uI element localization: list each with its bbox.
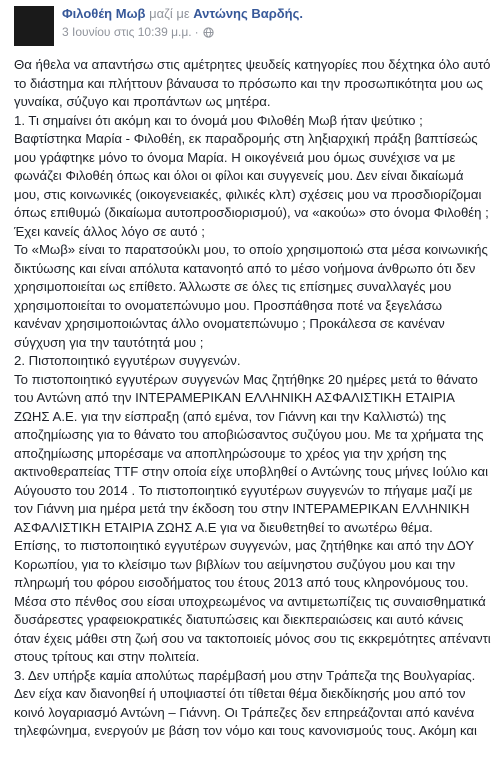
post-paragraph: Θα ήθελα να απαντήσω στις αμέτρητες ψευδείς κατηγορίες που δέχτηκα όλο αυτό το διάστημα και πλήττουν βάναυσα το πρόσωπο και την προσωπικότητα μου ως γυναίκα, σύζυγο και προπάντων ως μητέρα. [14, 57, 491, 109]
post-paragraph: Το «Μωβ» είναι το παρατσούκλι μου, το οποίο χρησιμοποιώ στα μέσα κοινωνικής δικτύωσης και είναι απόλυτα κατανοητό από το μέσο νοήμονα άνθρωπο ότι δεν χρησιμοποιείται ως επίθετο. Άλλωστε σε όλες τις επίσημες συναλλαγές μου χρησιμοποιείται το ονοματεπώνυμο μου. Προσπάθησα ποτέ να ξεγελάσω κανέναν χρησιμοποιώντας άλλο ονοματεπώνυμο ; Προκάλεσα σε κανέναν σύγχυση για την ταυτότητά μου ; [14, 242, 488, 350]
author-name-link[interactable]: Φιλοθέη Μωβ [62, 6, 146, 21]
post-timestamp-link[interactable]: 3 Ιουνίου στις 10:39 μ.μ. [62, 25, 192, 39]
post-paragraph: Το πιστοποιητικό εγγυτέρων συγγενών Μας ζητήθηκε 20 ημέρες μετά το θάνατο του Αντώνη από την ΙΝΤΕΡΑΜΕΡΙΚΑΝ ΕΛΛΗΝΙΚΗ ΑΣΦΑΛΙΣΤΙΚΗ ΕΤΑΙΡΙΑ ΖΩΗΣ Α.Ε. για την είσπραξη (από εμένα, τον Γιάννη και την Καλλιστώ) της αποζημίωσης για το θάνατο του αποβιώσαντος συζύγου μου. Με τα χρήματα της αποζημίωσης μπορέσαμε να αποπληρώσουμε το χρέος για την χρήση της ακτινοθεραπείας TTF στην οποία είχε υποβληθεί ο Αντώνης τους μήνες Ιούλιο και Αύγουστο του 2014 . Το πιστοποιητικό εγγυτέρων συγγενών το πήγαμε μαζί με τον Γιάννη μια ημέρα μετά την έκδοση του στην ΙΝΤΕΡΑΜΕΡΙΚΑΝ ΕΛΛΗΝΙΚΗ ΑΣΦΑΛΙΣΤΙΚΗ ΕΤΑΙΡΙΑ ΖΩΗΣ Α.Ε για να διευθετηθεί το ανωτέρω θέμα. [14, 371, 489, 535]
post-paragraph: 2. Πιστοποιητικό εγγυτέρων συγγενών. [14, 353, 241, 368]
tagged-person-link[interactable]: Αντώνης Βαρδής. [193, 6, 303, 21]
post-header [14, 0, 498, 56]
with-label: μαζί με [149, 6, 190, 21]
avatar[interactable] [14, 6, 54, 46]
post-paragraph: Επίσης, το πιστοποιητικό εγγυτέρων συγγενών, μας ζητήθηκε και από την ΔΟΥ Κορωπίου, για το κλείσιμο των βιβλίων του αείμνηστου συζύγου μου και την πληρωμή του φόρου εισοδήματος του έτους 2013 από τους κληρονόμους του. [14, 538, 474, 590]
post-body [14, 56, 498, 741]
post-paragraph: 1. Τι σημαίνει ότι ακόμη και το όνομά μου Φιλοθέη Μωβ ήταν ψεύτικο ; Βαφτίστηκα Μαρία - Φιλοθέη, εκ παραδρομής στη ληξιαρχική πράξη βαπτίσεώς μου γράφτηκε μόνο το όνομα Μαρία. Η οικογένειά μου όμως συνέχισε να με φωνάζει Φιλοθέη όπως και όλοι οι φίλοι και συγγενείς μου. Δεν είναι δικαίωμά μου, στις κοινωνικές (οικογενειακές, φιλικές κλπ) σχέσεις μου να προσδιορίζομαι όπως επιθυμώ (δικαίωμα αυτοπροσδιορισμού), να «ακούω» στο όνομα Φιλοθέη ; Έχει κανείς άλλος λόγο σε αυτό ; [14, 112, 489, 239]
post-paragraph: Μέσα στο πένθος σου είσαι υποχρεωμένος να αντιμετωπίζεις τις συναισθηματικά δυσάρεστες γραφειοκρατικές διατυπώσεις και διεκπεραιώσεις και αυτό κάνεις όταν έχεις μάθει στη ζωή σου να τακτοποιείς μόνος σου τις εκκρεμότητες απέναντι στους τρίτους και στην πολιτεία. [14, 593, 491, 664]
author-line [62, 5, 303, 22]
post-meta [62, 24, 303, 41]
post-paragraph: 3. Δεν υπήρξε καμία απολύτως παρέμβασή μου στην Τράπεζα της Βουλγαρίας. [14, 667, 476, 683]
globe-icon[interactable] [203, 27, 214, 38]
post-paragraph: Δεν είχα καν διανοηθεί ή υποψιαστεί ότι τίθεται θέμα διεκδίκησής μου από τον κοινό λογαριασμό Αντώνη – Γιάννη. Οι Τράπεζες δεν επηρεάζονται από κανένα τηλεφώνημα, ενεργούν με βάση τον νόμο και τους κανονισμούς τους. Ακόμη και [14, 686, 477, 738]
post-header-text [62, 5, 303, 41]
meta-separator: · [194, 25, 199, 39]
